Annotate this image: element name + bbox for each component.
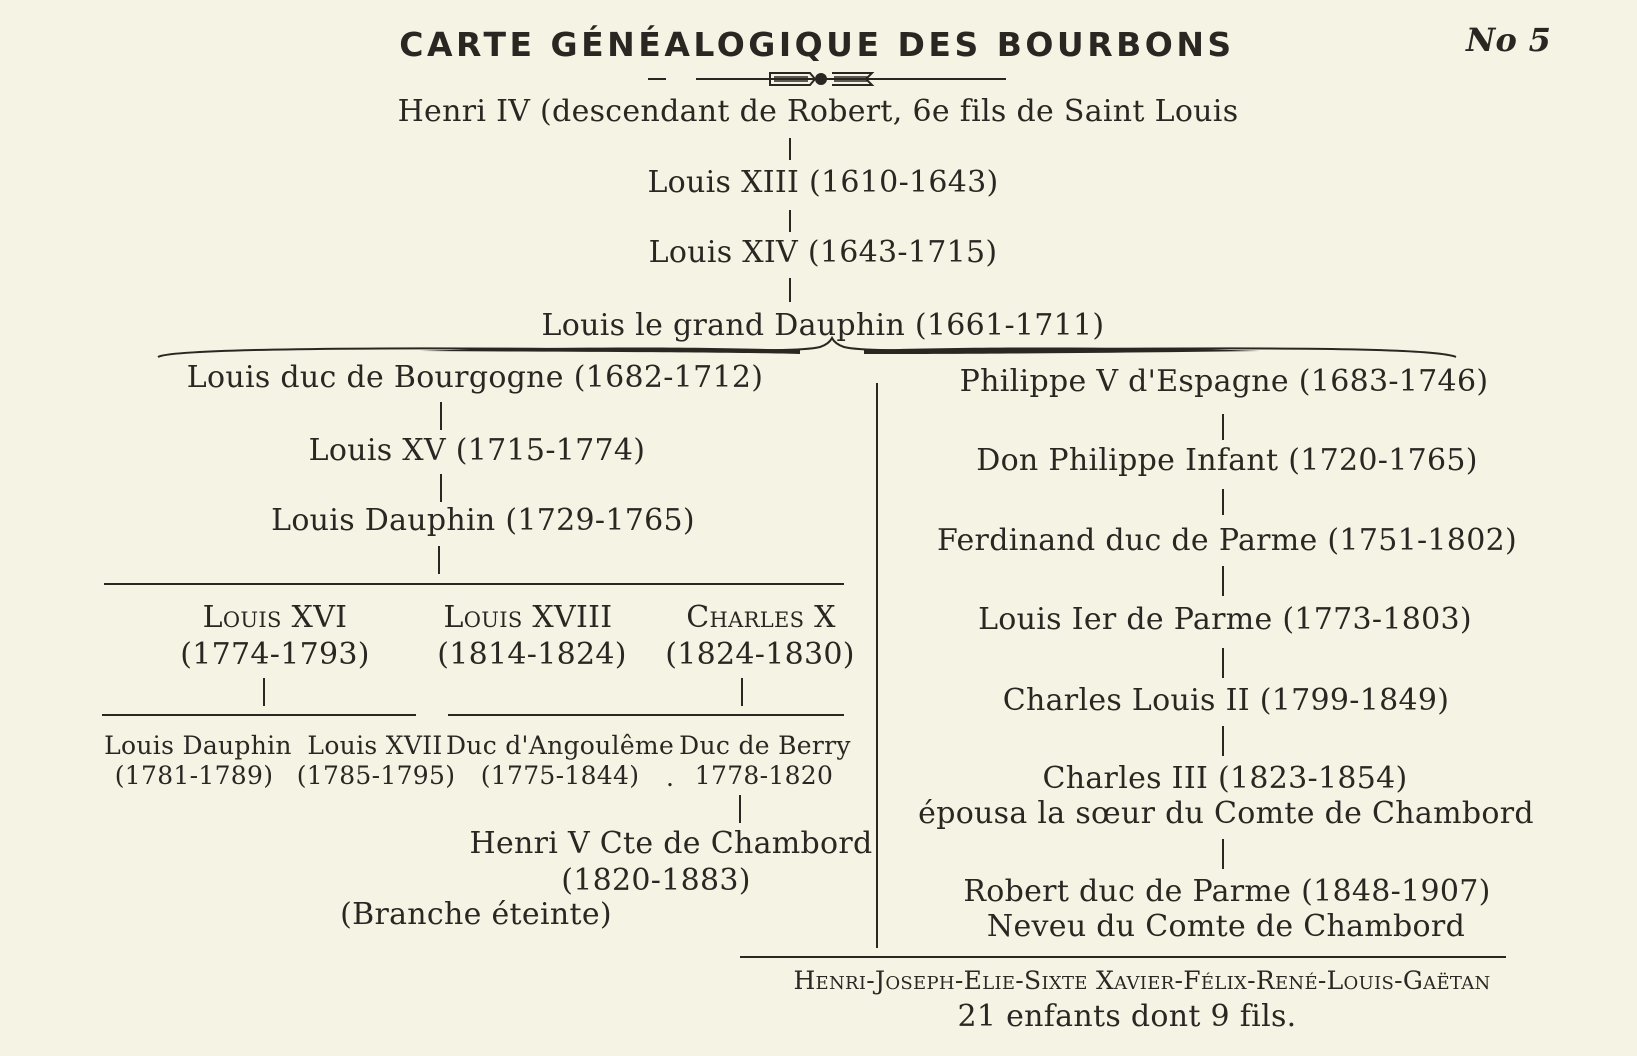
connector: [1222, 648, 1224, 678]
sibling-line: [102, 714, 416, 716]
node-henri-v-chambord: Henri V Cte de Chambord: [469, 826, 873, 861]
node-child-angouleme-dates: (1775-1844): [480, 761, 640, 790]
footer-names: Henri-Joseph-Elie-Sixte Xavier-Félix-René-Louis-Gaëtan: [793, 966, 1491, 995]
dot-mark: .: [666, 763, 675, 792]
node-child-louis-xvii-dates: (1785-1795): [296, 761, 456, 790]
node-louis-xviii: Louis XVIII: [443, 600, 613, 635]
node-duc-bourgogne: Louis duc de Bourgogne (1682-1712): [186, 360, 764, 395]
node-louis-dauphin: Louis Dauphin (1729-1765): [271, 503, 695, 538]
branch-divider: [876, 383, 878, 948]
connector: [1222, 726, 1224, 756]
connector: [1222, 839, 1224, 869]
node-henri-v-dates: (1820-1883): [561, 863, 751, 898]
connector: [440, 474, 442, 502]
connector: [438, 546, 440, 574]
footer-children: 21 enfants dont 9 fils.: [957, 999, 1297, 1034]
node-charles-x-dates: (1824-1830): [665, 637, 855, 672]
node-don-philippe: Don Philippe Infant (1720-1765): [976, 443, 1478, 478]
sibling-line: [448, 714, 844, 716]
node-charles-iii-note: épousa la sœur du Comte de Chambord: [918, 796, 1534, 831]
connector: [789, 210, 791, 232]
node-grand-dauphin: Louis le grand Dauphin (1661-1711): [541, 308, 1105, 343]
connector: [789, 278, 791, 302]
node-child-berry-dates: 1778-1820: [694, 761, 834, 790]
node-henri-iv: Henri IV (descendant de Robert, 6e fils de Saint Louis: [397, 94, 1239, 129]
node-child-angouleme: Duc d'Angoulême: [445, 731, 675, 760]
node-philippe-v: Philippe V d'Espagne (1683-1746): [959, 364, 1489, 399]
connector: [263, 678, 265, 706]
sibling-line: [740, 956, 1506, 958]
node-charles-x: Charles X: [686, 600, 836, 635]
node-child-berry: Duc de Berry: [679, 731, 851, 760]
connector: [739, 795, 741, 823]
node-louis-xiii: Louis XIII (1610-1643): [647, 165, 999, 200]
node-louis-xiv: Louis XIV (1643-1715): [648, 235, 998, 270]
connector: [440, 402, 442, 430]
card-number: No 5: [1466, 21, 1552, 59]
node-child-louis-xvii: Louis XVII: [307, 731, 443, 760]
node-charles-louis-ii: Charles Louis II (1799-1849): [1002, 683, 1450, 718]
node-louis-i-parme: Louis Ier de Parme (1773-1803): [978, 602, 1472, 637]
connector: [1222, 414, 1224, 440]
node-louis-xvi-dates: (1774-1793): [180, 637, 370, 672]
node-louis-xvi: Louis XVI: [202, 600, 348, 635]
connector: [1222, 489, 1224, 515]
node-louis-xviii-dates: (1814-1824): [437, 637, 627, 672]
connector: [741, 678, 743, 706]
node-ferdinand: Ferdinand duc de Parme (1751-1802): [937, 523, 1517, 558]
connector: [1222, 566, 1224, 596]
node-child-louis-dauphin: Louis Dauphin: [104, 731, 292, 760]
node-charles-iii: Charles III (1823-1854): [1042, 761, 1408, 796]
node-child-louis-dauphin-dates: (1781-1789): [114, 761, 274, 790]
node-robert: Robert duc de Parme (1848-1907): [963, 874, 1491, 909]
node-robert-note: Neveu du Comte de Chambord: [986, 909, 1466, 944]
card-title: CARTE GÉNÉALOGIQUE DES BOURBONS: [399, 25, 1235, 64]
connector: [789, 138, 791, 160]
branch-extinct-note: (Branche éteinte): [340, 897, 612, 932]
sibling-line: [104, 583, 844, 585]
node-louis-xv: Louis XV (1715-1774): [308, 433, 646, 468]
